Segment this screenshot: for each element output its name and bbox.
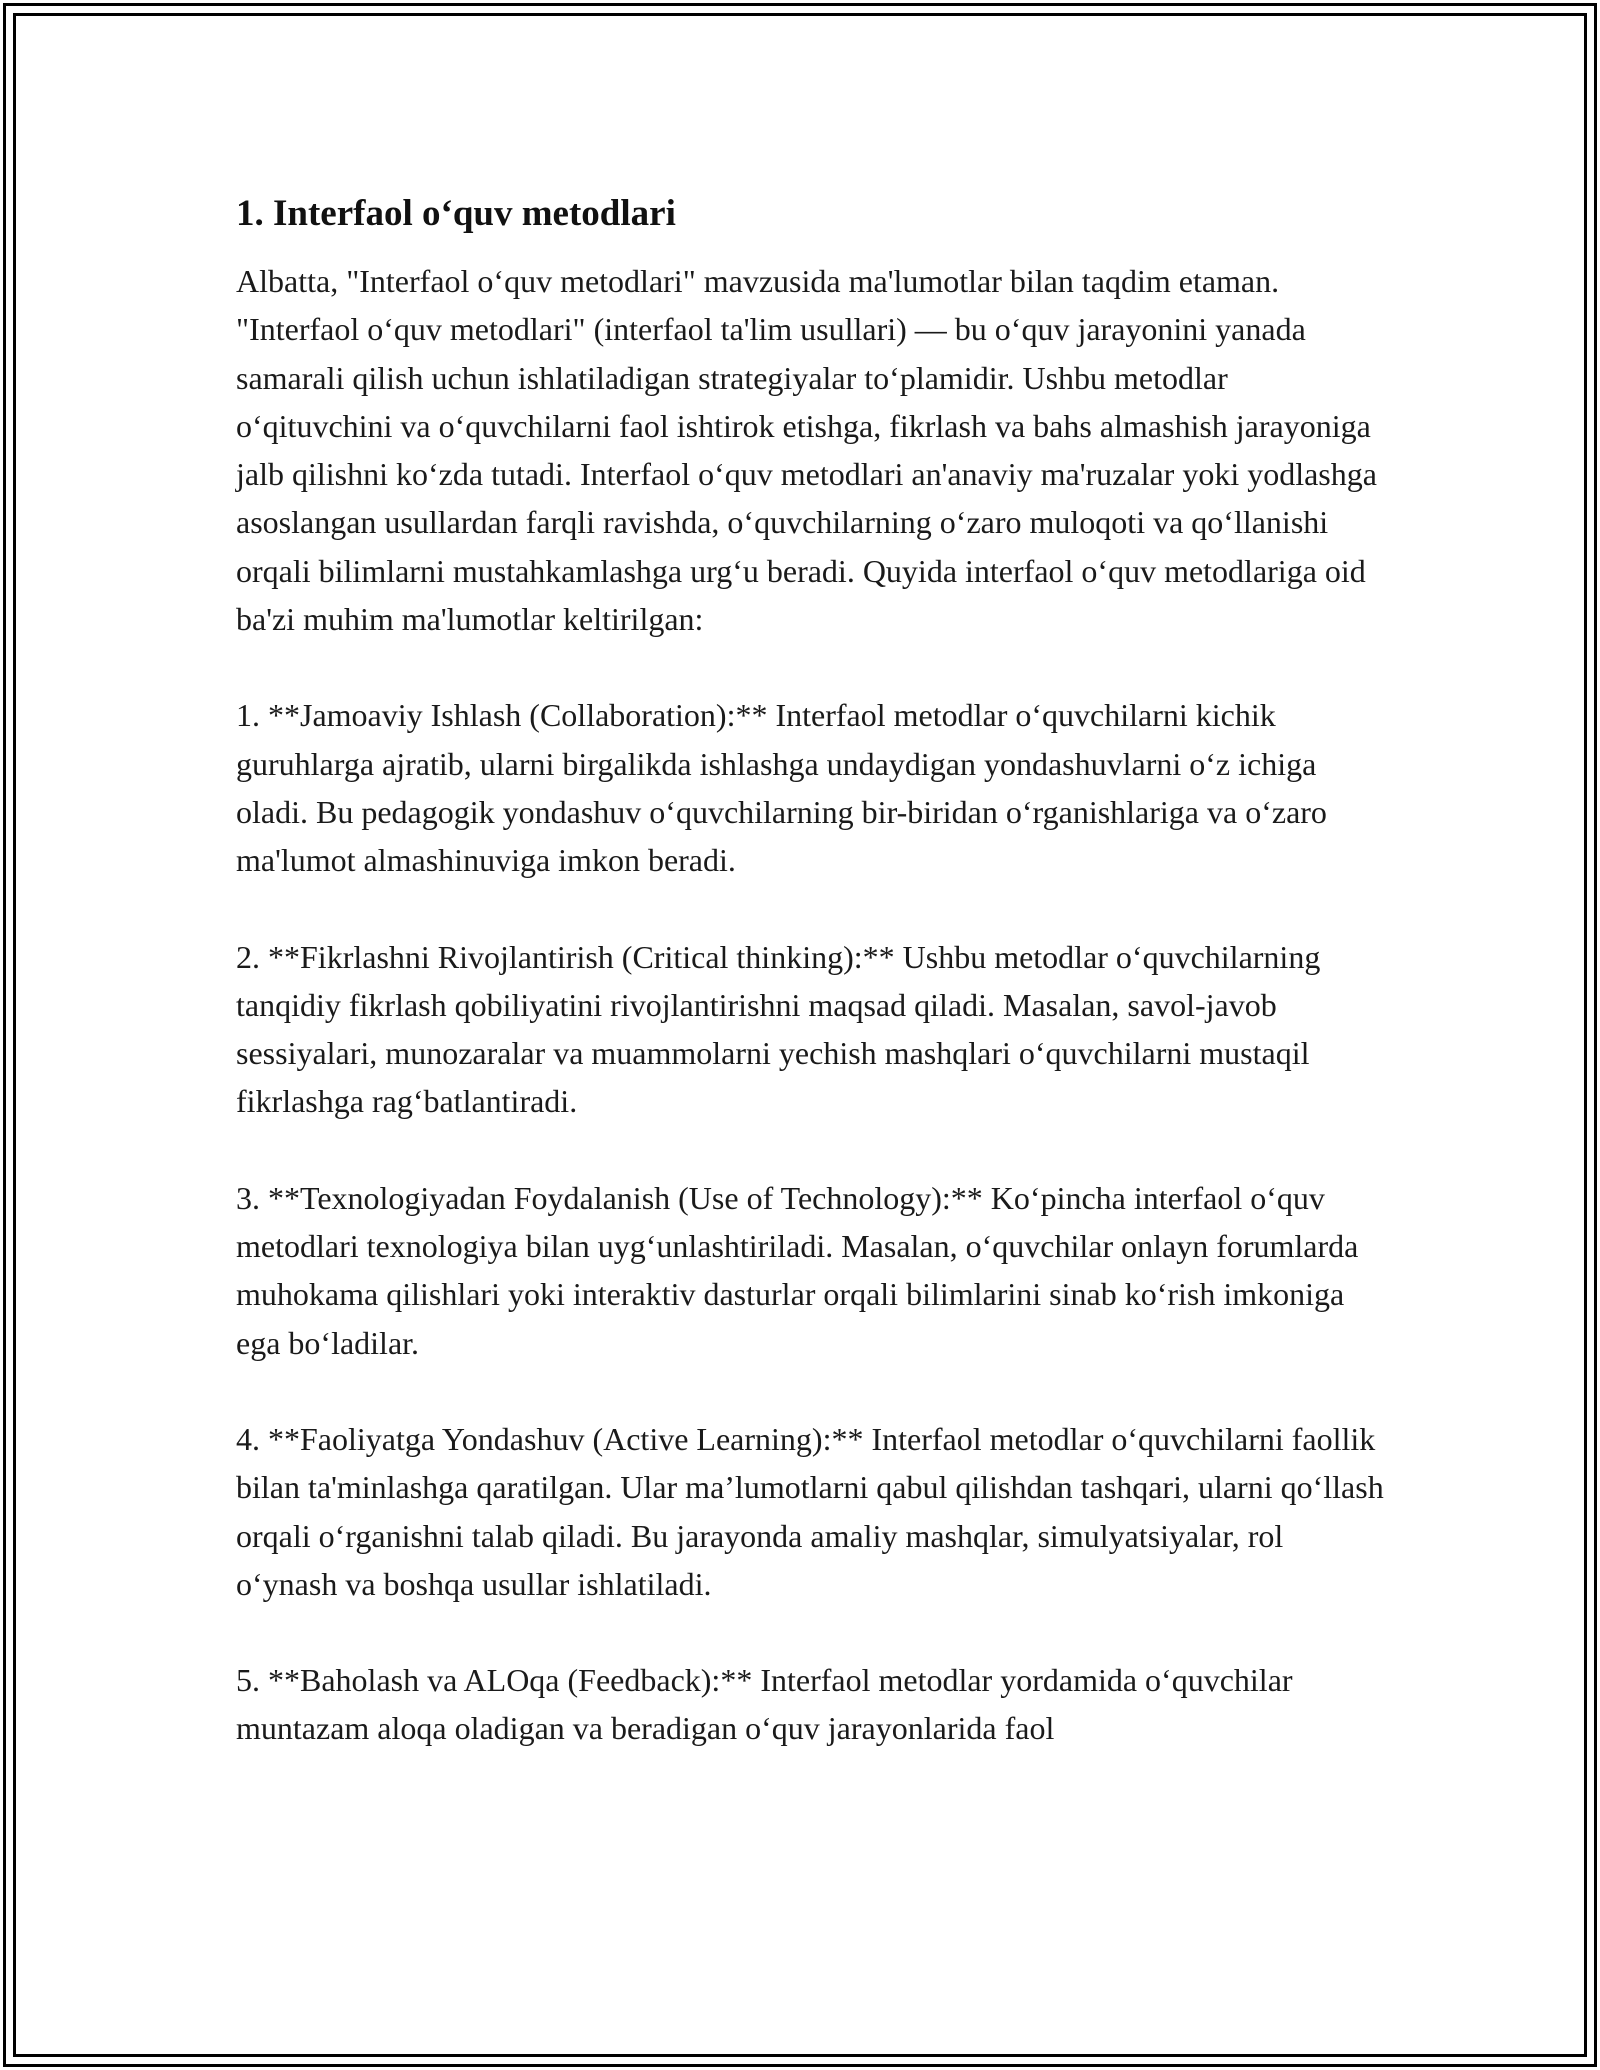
list-item-technology: 3. **Texnologiyadan Foydalanish (Use of Technology):** Koʻpincha interfaol oʻquv metodlari texnologiya bilan uygʻunlashtiriladi. Masalan, oʻquvchilar onlayn forumlarda muhokama qilishlari yoki interaktiv dasturlar orqali bilimlarini sinab koʻrish imkoniga ega boʻladilar. <box>236 1179 1359 1361</box>
list-item-active-learning: 4. **Faoliyatga Yondashuv (Active Learning):** Interfaol metodlar oʻquvchilarni faollik bilan ta'minlashga qaratilgan. Ular ma’lumotlarni qabul qilishdan tashqari, ularni qoʻllash orqali oʻrganishni talab qiladi. Bu jarayonda amaliy mashqlar, simulyatsiyalar, rol oʻynash va boshqa usullar ishlatiladi. <box>236 1420 1384 1602</box>
document-page <box>236 184 1386 1753</box>
intro-paragraph: Albatta, "Interfaol oʻquv metodlari" mavzusida ma'lumotlar bilan taqdim etaman. "Interfaol oʻquv metodlari" (interfaol ta'lim usullari) — bu oʻquv jarayonini yanada samarali qilish uchun ishlatiladigan strategiyalar toʻplamidir. Ushbu metodlar oʻqituvchini va oʻquvchilarni faol ishtirok etishga, fikrlash va bahs almashish jarayoniga jalb qilishni koʻzda tutadi. Interfaol oʻquv metodlari an'anaviy ma'ruzalar yoki yodlashga asoslangan usullardan farqli ravishda, oʻquvchilarning oʻzaro muloqoti va qoʻllanishi orqali bilimlarni mustahkamlashga urgʻu beradi. Quyida interfaol oʻquv metodlariga oid ba'zi muhim ma'lumotlar keltirilgan: <box>236 263 1377 638</box>
list-item-feedback: 5. **Baholash va ALOqa (Feedback):** Interfaol metodlar yordamida oʻquvchilar muntazam aloqa oladigan va beradigan oʻquv jarayonlarida faol <box>236 1662 1293 1747</box>
list-item-collaboration: 1. **Jamoaviy Ishlash (Collaboration):** Interfaol metodlar oʻquvchilarni kichik guruhlarga ajratib, ularni birgalikda ishlashga undaydigan yondashuvlarni oʻz ichiga oladi. Bu pedagogik yondashuv oʻquvchilarning bir-biridan oʻrganishlariga va oʻzaro ma'lumot almashinuviga imkon beradi. <box>236 697 1327 879</box>
document-title: 1. Interfaol oʻquv metodlari <box>236 193 676 234</box>
list-item-critical-thinking: 2. **Fikrlashni Rivojlantirish (Critical thinking):** Ushbu metodlar oʻquvchilarning tanqidiy fikrlash qobiliyatini rivojlantirishni maqsad qiladi. Masalan, savol-javob sessiyalari, munozaralar va muammolarni yechish mashqlari oʻquvchilarni mustaqil fikrlashga ragʻbatlantiradi. <box>236 938 1321 1120</box>
